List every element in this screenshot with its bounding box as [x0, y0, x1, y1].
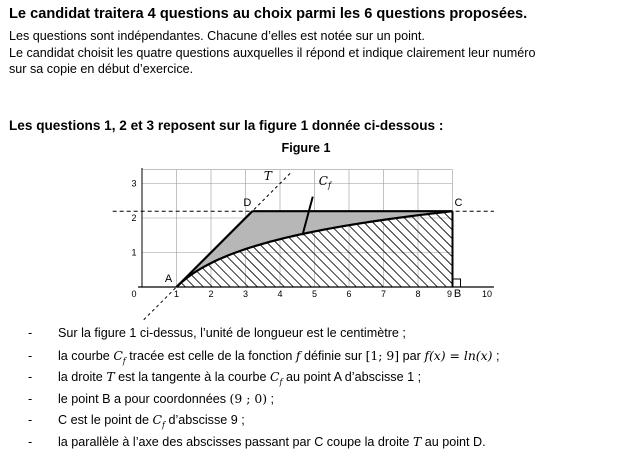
bullet-item — [28, 323, 499, 345]
math-equation: f(x) = ln(x) — [424, 348, 492, 363]
bullet-dash: - — [28, 410, 58, 432]
x-tick-label: 10 — [482, 289, 492, 299]
x-tick-label: 6 — [346, 289, 351, 299]
x-tick-label: 3 — [243, 289, 248, 299]
math-t: T — [413, 434, 421, 449]
bullet-dash: - — [28, 432, 58, 453]
math-t: T — [106, 369, 114, 384]
point-label-c: C — [455, 197, 463, 209]
math-cf: $C_f$ — [270, 369, 282, 384]
bullet-text: au point D. — [421, 435, 485, 449]
bullet-item — [28, 431, 499, 453]
x-tick-label: 8 — [415, 289, 420, 299]
bullet-dash: - — [28, 367, 58, 389]
bullet-text: d’abscisse 9 ; — [165, 413, 245, 427]
intro-line: Les questions sont indépendantes. Chacune d’elles est notée sur un point. — [9, 28, 535, 45]
math-interval: [1; 9] — [366, 348, 400, 363]
bullet-text: la parallèle à l’axe des abscisses passant par C coupe la droite — [58, 435, 413, 449]
section-heading: Les questions 1, 2 et 3 reposent sur la figure 1 donnée ci-dessous : — [9, 118, 443, 133]
bullet-text: tracée est celle de la fonction — [126, 349, 296, 363]
point-label-d: D — [243, 197, 251, 209]
x-tick-label: 5 — [312, 289, 317, 299]
bullet-text: ; — [492, 349, 499, 363]
intro-line: sur sa copie en début d’exercice. — [9, 61, 535, 78]
x-tick-label: 9 — [447, 289, 452, 299]
bullet-item — [28, 345, 499, 367]
bullet-text: Sur la figure 1 ci-dessus, l’unité de longueur est le centimètre ; — [58, 326, 406, 340]
bullet-text: au point A d’abscisse 1 ; — [282, 370, 421, 384]
bullet-dash: - — [28, 389, 58, 411]
bullet-text: la courbe — [58, 349, 113, 363]
hatched-region — [0, 87, 618, 287]
math-cf: $C_f$ — [153, 412, 165, 427]
bullet-text: définie sur — [300, 349, 365, 363]
exercise-heading: Le candidat traitera 4 questions au choix parmi les 6 questions proposées. — [9, 6, 527, 22]
curve-label-cf: $C_f$ — [319, 174, 333, 190]
x-tick-label: 2 — [208, 289, 213, 299]
bullet-text: le point B a pour coordonnées — [58, 392, 230, 406]
y-tick-label: 1 — [131, 248, 136, 258]
bullet-text: C est le point de — [58, 413, 153, 427]
bullet-dash: - — [28, 323, 58, 345]
bullet-text: par — [399, 349, 424, 363]
math-coordinates: (9 ; 0) — [230, 391, 268, 406]
bullet-list — [28, 323, 499, 452]
bullet-text: ; — [267, 392, 274, 406]
point-label-a: A — [165, 273, 173, 285]
y-tick-label: 2 — [131, 213, 136, 223]
right-angle-marker — [453, 279, 461, 287]
math-f: f — [296, 348, 301, 363]
bullet-text: est la tangente à la courbe — [115, 370, 270, 384]
bullet-item — [28, 388, 499, 410]
bullet-item — [28, 409, 499, 431]
point-label-b: B — [454, 288, 461, 300]
y-tick-label: 3 — [131, 179, 136, 189]
x-tick-label: 1 — [174, 289, 179, 299]
figure-title: Figure 1 — [256, 141, 356, 155]
math-cf: $C_f$ — [113, 348, 125, 363]
bullet-text: la droite — [58, 370, 106, 384]
bullet-item — [28, 366, 499, 388]
x-tick-label: 7 — [381, 289, 386, 299]
intro-line: Le candidat choisit les quatre questions auxquelles il répond et indique clairement leur numéro — [9, 45, 535, 62]
x-tick-label: 4 — [277, 289, 282, 299]
origin-label: 0 — [131, 289, 136, 299]
tangent-label-t: T — [264, 169, 273, 183]
bullet-dash: - — [28, 346, 58, 368]
